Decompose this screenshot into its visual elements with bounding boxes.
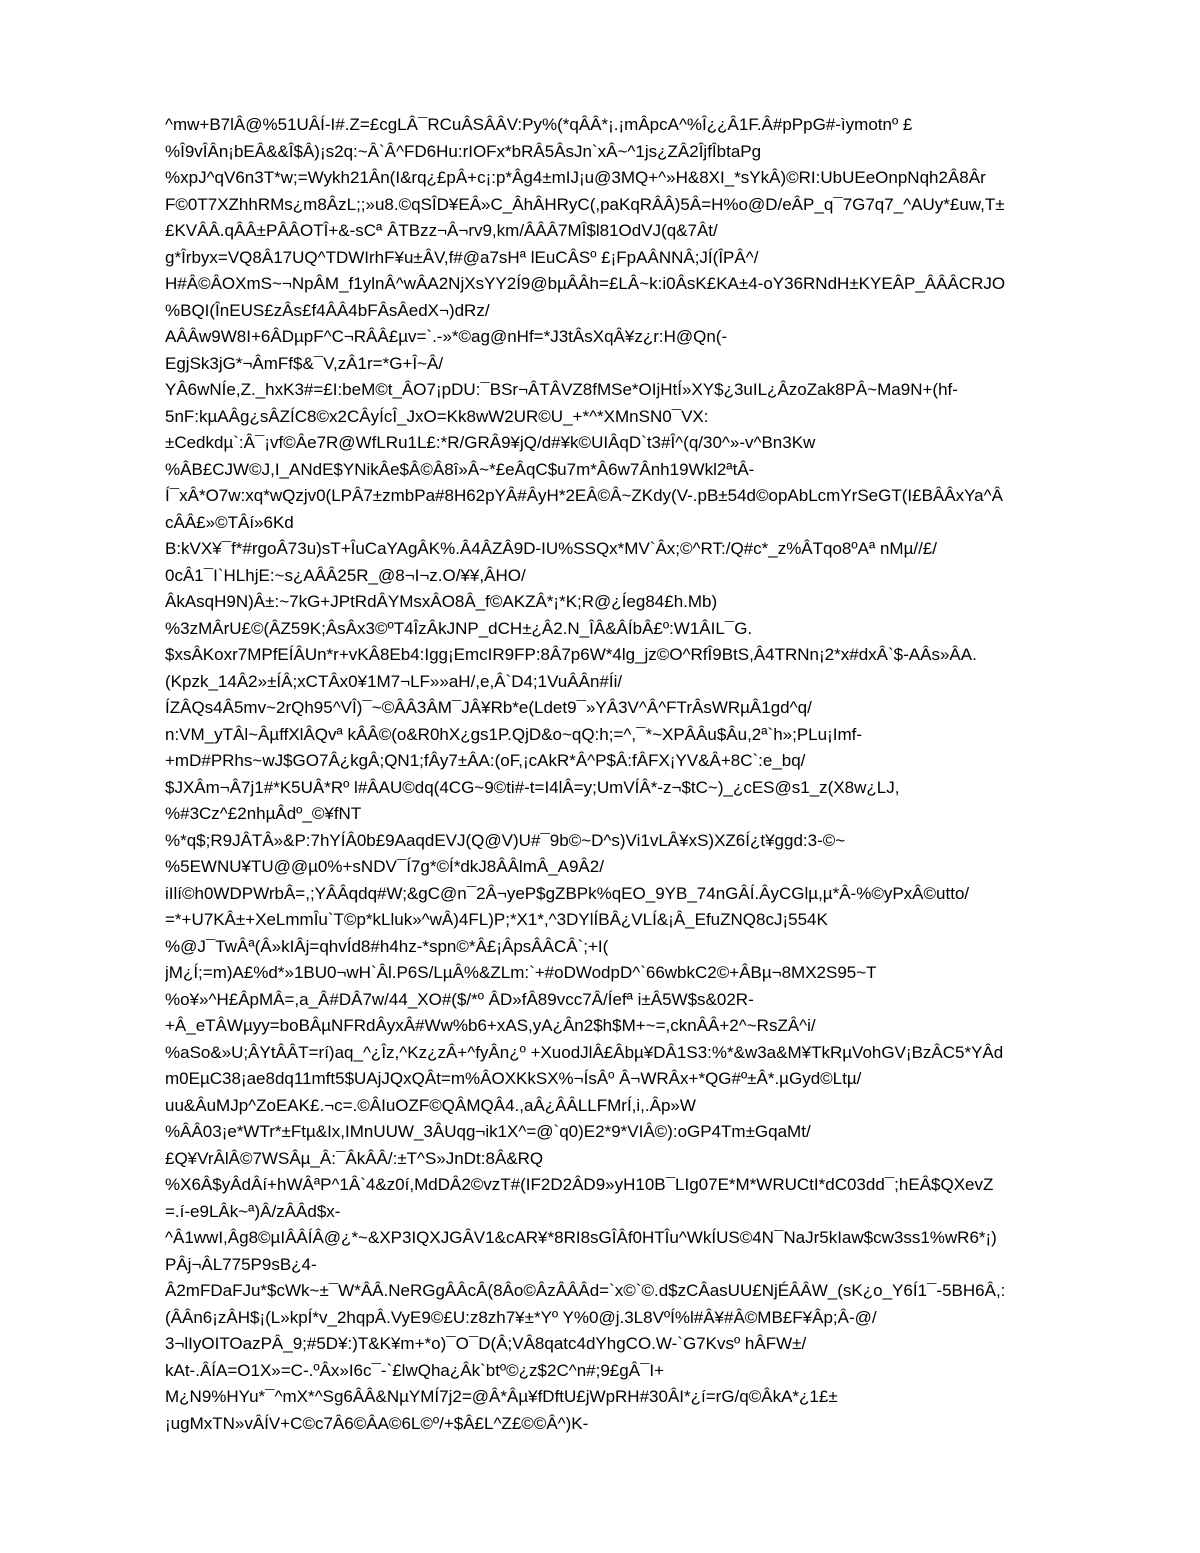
- text-line: (ÂÂn6¡zÂH$¡(L»kpÍ*v_2hqpÂ.VyE9©£U:z8zh7¥±*Yº Y%0@j.3L8VºÍ%l#Â¥#Â©MB£F¥Âp;Â-@/: [165, 1307, 877, 1327]
- text-line: n:VM_yTÂl~ÂµffXlÂQvª kÂÂ©(o&R0hX¿gs1P.QjD&o~qQ:h;=^,¯*~XPÂÂu$Âu,2ª`h»;PLu¡Imf-: [165, 724, 863, 744]
- text-line: (Kpzk_14Â2»±ÍÂ;xCTÂx0¥1M7¬LF»»aH/,e,Â`D4;1VuÂÂn#Íi/: [165, 671, 623, 691]
- text-line: F©0T7XZhhRMs¿m8ÂzL;;»u8.©qSÎD¥EÂ»C_ÂhÂHRyC(,paKqRÂÂ)5Â=H%o@D/eÂP_q¯7G7q7_^AUy*£uw,T±: [165, 194, 1005, 214]
- text-line: +mD#PRhs~wJ$GO7Â¿kgÂ;QN1;fÂy7±ÂA:(oF,¡cAkR*Â^P$Â:fÂFX¡YV&Â+8C`:e_bq/: [165, 751, 806, 770]
- text-line: iIlí©h0WDPWrbÂ=,;YÂÂqdq#W;&gC@n¯2Â¬yeP$gZBPk%qEO_9YB_74nGÂÍ.ÂyCGlµ,µ*Â-%©yPxÂ©utto/: [165, 883, 970, 903]
- text-line: £Q¥VrÂlÂ©7WSÂµ_Â:¯ÂkÂÂ/:±T^S»JnDt:8Â&RQ: [165, 1148, 544, 1168]
- text-line: %BQI(ÎnEUS£zÂs£f4ÂÂ4bFÂsÂedX¬)dRz/: [165, 300, 490, 320]
- text-line: +Â_eTÂWµyy=boBÂµNFRdÂyxÂ#Ww%b6+xAS,yA¿Ân2$h$M+~=,cknÂÂ+2^~RsZÂ^i/: [165, 1016, 816, 1035]
- text-line: H#Â©ÂOXmS~¬NpÂM_f1ylnÂ^wÂA2NjXsYY2Í9@bµÂÂh=£LÂ~k:i0ÂsK£KA±4-oY36RNdH±KYEÂP_ÂÂÂCRJO: [165, 274, 1006, 293]
- text-line: ÂkAsqH9N)Â±:~7kG+JPtRdÂYMsxÂO8Â_f©AKZÂ*¡*K;R@¿Íeg84£h.Mb): [165, 592, 718, 611]
- text-line: %X6Â$yÂdÂí+hWÂªP^1Â`4&z0í,MdDÂ2©vzT#(IF2D2ÂD9»yH10B¯LIg07E*M*WRUCtI*dC03dd¯;hEÂ$QXevZ: [165, 1175, 994, 1194]
- text-line: ¡ugMxTN»vÂÍV+C©c7Â6©ÂA©6L©º/+$Â£L^Z£©©Â^)K-: [165, 1413, 589, 1433]
- text-line: %ÂB£CJW©J,I_ANdE$YNikÂe$Â©Â8î»Â~*£eÂqC$u7m*Â6w7Ânh19Wkl2ªtÂ-: [165, 459, 755, 479]
- text-line: $xsÂKoxr7MPfEÍÂUn*r+vKÂ8Eb4:Igg¡EmcIR9FP:8Â7p6W*4lg_jz©O^RfÎ9BtS,Â4TRNn¡2*x#dxÂ`$-AÂs»ÂA.: [165, 645, 977, 664]
- text-line: YÂ6wNÍe,Z._hxK3#=£I:beM©t_ÂO7¡pDU:¯BSr¬ÂTÂVZ8fMSe*OIjHtÍ»XY$¿3uIL¿ÂzoZak8PÂ~Ma9N+(hf-: [165, 380, 958, 399]
- text-line: %@J¯TwÂª(Â»kIÂj=qhvÍd8#h4hz-*spn©*Â£¡ÂpsÂÂCÂ`;+I(: [165, 936, 609, 956]
- text-line: ^Â1wwI,Âg8©µIÂÂÍÂ@¿*~&XP3IQXJGÂV1&cAR¥*8RI8sGÎÂf0HTÎu^WkÍUS©4N¯NaJr5kIaw$cw3ss1%wR6*¡): [165, 1228, 997, 1247]
- text-line: %aSo&»U;ÂYtÂÂT=rí)aq_^¿Îz,^Kz¿zÂ+^fyÂn¿º +XuodJlÂ£Âbµ¥DÂ1S3:%*&w3a&M¥TkRµVohGV¡BzÂC5*YÂd: [165, 1042, 1004, 1062]
- text-line: g*Îrbyx=VQ8Â17UQ^TDWIrhF¥u±ÂV,f#@a7sHª lEuCÂSº £¡FpAÂNNÂ;JÍ(ÎPÂ^/: [165, 247, 759, 267]
- text-line: ^mw+B7lÂ@%51UÂÍ-I#.Z=£cgLÂ¯RCuÂSÂÂV:Py%(*qÂÂ*¡.¡mÂpcA^%Î¿¿Â1F.Â#pPpG#-ìymotnº £: [165, 115, 913, 134]
- text-line: 5nF:kµAÂg¿sÂZÍC8©x2CÂyÍcÎ_JxO=Kk8wW2UR©U_+*^*XMnSN0¯VX:: [165, 406, 709, 426]
- text-line: B:kVX¥¯f*#rgoÂ73u)sT+ÎuCaYAgÂK%.Â4ÂZÂ9D-IU%SSQx*MV`Âx;©^RT:/Q#c*_z%ÂTqo8ºAª nMµ//£/: [165, 539, 937, 558]
- text-line: ÍZÂQs4Â5mv~2rQh95^VÎ)¯~©ÂÂ3ÂM¯JÂ¥Rb*e(Ldet9¯»YÂ3V^Â^FTrÂsWRµÂ1gd^q/: [165, 698, 812, 717]
- text-line: uu&ÂuMJp^ZoEAK£.¬c=.©ÂIuOZF©QÂMQÂ4.,aÂ¿ÂÂLLFMrÍ,i,.Âp»W: [165, 1095, 696, 1115]
- text-line: £KVÂÂ.qÂÂ±PÂÂOTÎ+&-sCª ÂTBzz¬Â¬rv9,km/ÂÂÂ7MÎ$l81OdVJ(q&7Ât/: [165, 221, 718, 240]
- text-line: %*q$;R9JÂTÂ»&P:7hYÍÂ0b£9AaqdEVJ(Q@V)U#¯9b©~D^s)Vi1vLÂ¥xS)XZ6Í¿t¥ggd:3-©~: [165, 830, 846, 850]
- text-line: EgjSk3jG*¬ÂmFf$&¯V,zÂ1r=*G+Î~Â/: [165, 353, 444, 373]
- text-line: ±Cedkdµ`:Â¯¡vf©Âe7R@WfLRu1L£:*R/GRÂ9¥jQ/d#¥k©UIÂqD`t3#Î^(q/30^»-v^Bn3Kw: [165, 433, 816, 452]
- text-line: =*+U7KÂ±+XeLmmÎu`T©p*kLluk»^wÂ)4FL)P;*X1*,^3DYlÍBÂ¿VLÍ&¡Â_EfuZNQ8cJ¡554K: [165, 910, 828, 929]
- text-line: Â2mFDaFJu*$cWk~±¯W*ÂÂ.NeRGgÂÂcÂ(8Âo©ÂzÂÂÂd=`x©`©.d$zCÂasUU£NjÉÂÂW_(sK¿o_Y6Í1¯-5BH6Â,:: [165, 1281, 1006, 1300]
- text-line: PÂj¬ÂL775P9sB¿4-: [165, 1254, 317, 1274]
- text-line: jM¿Í;=m)A£%d*»1BU0¬wH`Âl.P6S/LµÂ%&ZLm:`+#oDWodpD^`66wbkC2©+ÂBµ¬8MX2S95~T: [165, 963, 877, 982]
- text-line: $JXÂm¬Â7j1#*K5UÂ*Rº l#ÂAU©dq(4CG~9©ti#-t=I4lÂ=y;UmVÍÂ*-z¬$tC~)_¿cES@s1_z(X8w¿LJ,: [165, 777, 900, 797]
- text-line: m0EµC38¡ae8dq11mft5$UAjJQxQÂt=m%ÂOXKkSX%¬ÍsÂº Â¬WRÂx+*QG#º±Â*.µGyd©Ltµ/: [165, 1069, 862, 1088]
- text-line: M¿N9%HYu*¯^mX*^Sg6ÂÂ&NµYMÍ7j2=@Â*Âµ¥fDftU£jWpRH#30ÂI*¿í=rG/q©ÂkA*¿1£±: [165, 1387, 838, 1406]
- text-line: %#3Cz^£2nhµÂdº_©¥fNT: [165, 804, 362, 823]
- text-line: %5EWNU¥TU@@µ0%+sNDV¯Í7g*©Í*dkJ8ÂÂlmÂ_A9Â2/: [165, 857, 604, 876]
- text-line: %Î9vÎÂn¡bEÂ&&Î$Â)¡s2q:~Â`Â^FD6Hu:rIOFx*bRÂ5ÂsJn`xÂ~^1js¿ZÂ2ÎjfÎbtaPg: [165, 141, 762, 161]
- text-line: %3zMÂrU£©(ÂZ59K;ÂsÂx3©ºT4ÎzÂkJNP_dCH±¿Â2.N_ÎÂ&ÂÍbÂ£º:W1ÂIL¯G.: [165, 618, 753, 638]
- text-line: kAt-.ÂÍA=O1X»=C-.ºÂx»I6c¯-`£lwQha¿Âk`btº©¿z$2C^n#;9£gÂ¯I+: [165, 1360, 665, 1380]
- document-body: [165, 112, 1125, 1437]
- text-line: %o¥»^H£ÂpMÂ=,a_Â#DÂ7w/44_XO#($/*º ÂD»fÂ89vcc7Â/Íefª i±Â5W$s&02R-: [165, 989, 754, 1009]
- text-line: %ÂÂ03¡e*WTr*±Ftµ&Ix,IMnUUW_3ÂUqg¬ik1X^=@`q0)E2*9*VIÂ©):oGP4Tm±GqaMt/: [165, 1122, 811, 1141]
- text-line: cÂÂ£»©TÂí»6Kd: [165, 512, 294, 532]
- text-line: %xpJ^qV6n3T*w;=Wykh21Ân(I&rq¿£pÂ+c¡:p*Âg4±mIJ¡u@3MQ+^»H&8XI_*sYkÂ)©RI:UbUEeOnpNqh2Â8Âr: [165, 168, 986, 187]
- text-line: 3¬lIyOITOazPÂ_9;#5D¥:)T&K¥m+*o)¯O¯D(Â;VÂ8qatc4dYhgCO.W-`G7Kvsº hÂFW±/: [165, 1334, 807, 1353]
- text-line: =.í-e9LÂk~ª)Â/zÂÂd$x-: [165, 1201, 341, 1221]
- text-line: Í¯xÂ*O7w:xq*wQzjv0(LPÂ7±zmbPa#8H62pYÂ#ÂyH*2EÂ©Â~ZKdy(V-.pB±54d©opAbLcmYrSeGT(I£BÂÂxYa^Â: [165, 486, 1003, 505]
- text-line: AÂÂw9W8I+6ÂDµpF^C¬RÂÂ£µv=`.-»*©ag@nHf=*J3tÂsXqÂ¥z¿r:H@Qn(-: [165, 327, 728, 346]
- text-line: 0cÂ1¯I`HLhjE:~s¿AÂÂ25R_@8¬I¬z.O/¥¥,ÂHO/: [165, 565, 526, 585]
